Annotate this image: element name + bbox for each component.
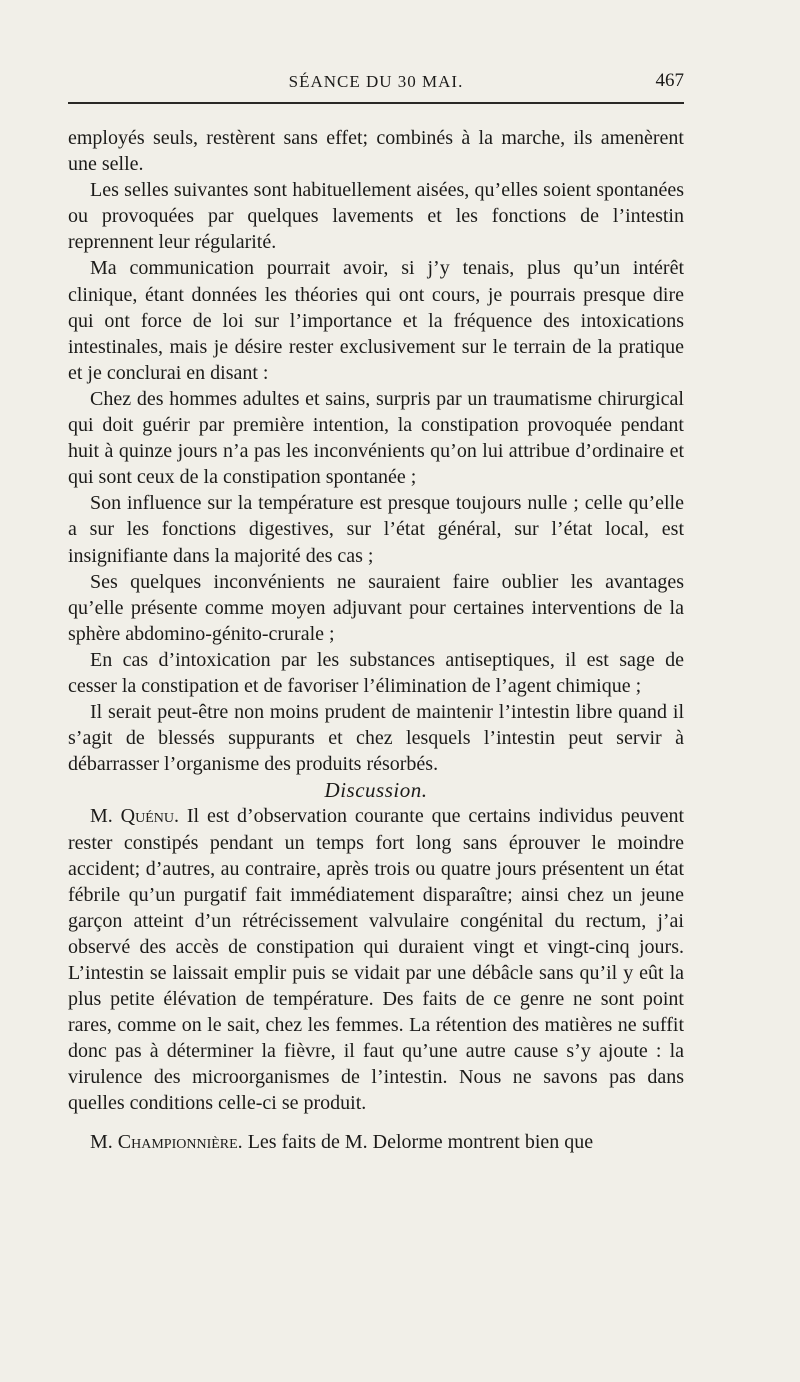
paragraph: Son influence sur la température est presque toujours nulle ; celle qu’elle a sur les fonctions digestives, sur l’état général, sur l’état local, est insignifiante dans la majorité des cas ; [68, 492, 684, 567]
header-rule [68, 102, 684, 104]
body-text [68, 125, 684, 1155]
paragraph: Chez des hommes adultes et sains, surpris par un traumatisme chirurgical qui doit guérir par première intention, la constipation provoquée pendant huit à quinze jours n’a pas les inconvénients qu’on lui attribue d’ordinaire et qui sont ceux de la constipation spontanée ; [68, 387, 684, 489]
paragraph: Ma communication pourrait avoir, si j’y tenais, plus qu’un intérêt clinique, étant données les théories qui ont cours, je pourrais presque dire qui ont force de loi sur l’importance et la fréquence des intoxications intestinales, mais je désire rester exclusivement sur le terrain de la pratique et je conclurai en disant : [68, 257, 684, 384]
paragraph: Il serait peut-être non moins prudent de maintenir l’intestin libre quand il s’agit de blessés suppurants et chez lesquels l’intestin peut servir à débarrasser l’organisme des produits résorbés. [68, 701, 684, 776]
speaker-text: Il est d’observation courante que certains individus peuvent rester constipés pendant un temps fort long sans éprouver le moindre accident; d’autres, au contraire, après trois ou quatre jours présentent un état fébrile qu’un purgatif fait immédiatement disparaître; ainsi chez un jeune garçon atteint d’un rétrécissement valvulaire congénital du rectum, j’ai observé des accès de constipation qui duraient vingt et vingt-cinq jours. L’intestin se laissait emplir puis se vidait par une débâcle sans qu’il y eût la plus petite élévation de température. Des faits de ce genre ne sont point rares, comme on le sait, chez les femmes. La rétention des matières ne suffit donc pas à déterminer la fièvre, il faut qu’une autre cause s’y ajoute : la virulence des microorganismes de l’intestin. Nous ne savons pas dans quelles conditions celle-ci se produit. [68, 805, 685, 1115]
spacer [68, 1117, 684, 1129]
speaker-text: Les faits de M. Delorme montrent bien que [247, 1130, 594, 1153]
running-head [68, 68, 684, 98]
speaker-name: M. Quénu. [90, 805, 179, 828]
section-heading: Discussion. [324, 778, 428, 803]
running-title: SÉANCE DU 30 MAI. [288, 72, 464, 91]
page-number: 467 [655, 70, 684, 91]
paragraph: Ses quelques inconvénients ne sauraient faire oublier les avantages qu’elle présente comme moyen adjuvant pour certaines interventions de la sphère abdomino-génito-crurale ; [68, 570, 684, 645]
paragraph-championniere [68, 1129, 684, 1155]
paragraph: Les selles suivantes sont habituellement aisées, qu’elles soient spontanées ou provoquées par quelques lavements et les fonctions de l’intestin reprennent leur régularité. [68, 179, 684, 254]
speaker-name: M. Championnière. [90, 1130, 243, 1153]
paragraph-continuation: employés seuls, restèrent sans effet; combinés à la marche, ils amenèrent une selle. [68, 127, 684, 176]
paragraph: En cas d’intoxication par les substances antiseptiques, il est sage de cesser la constipation et de favoriser l’élimination de l’agent chimique ; [68, 648, 684, 697]
paragraph-queny [68, 803, 684, 1116]
